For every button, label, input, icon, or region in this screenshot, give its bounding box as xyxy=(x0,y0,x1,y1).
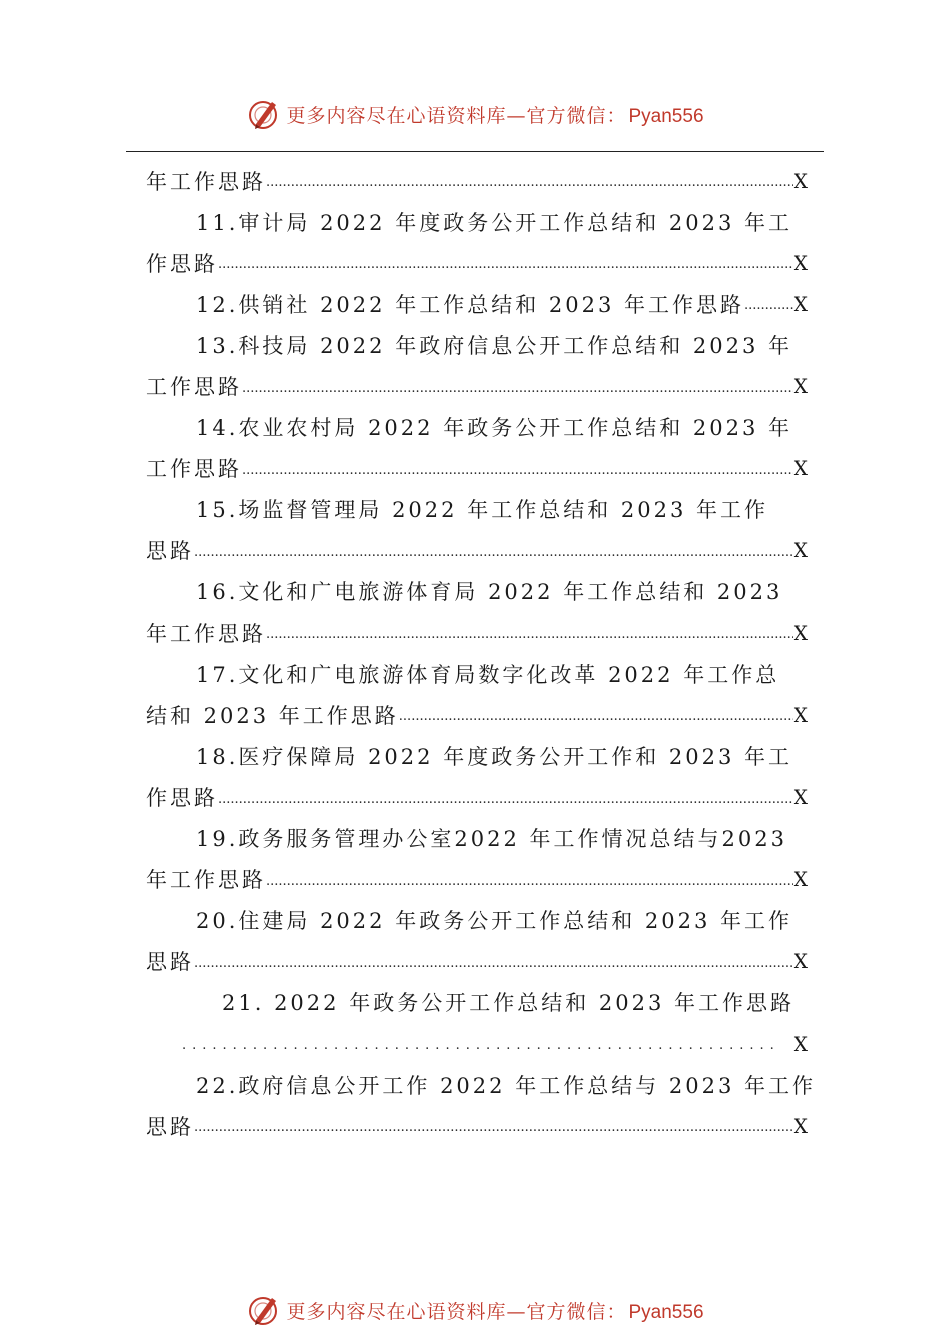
toc-entry-title[interactable] xyxy=(146,489,808,530)
toc-entry-title[interactable] xyxy=(146,571,808,612)
banner-wechat-handle: Pyan556 xyxy=(628,105,704,127)
toc-entry-text: 11.审计局 2022 年度政务公开工作总结和 2023 年工 xyxy=(196,210,792,235)
toc-entry-text: 工作思路 xyxy=(146,375,242,400)
dot-leader xyxy=(182,1038,779,1053)
toc-entry-text: 工作思路 xyxy=(146,457,242,482)
toc-page-ref: X xyxy=(793,702,808,727)
dot-leader xyxy=(266,627,793,642)
toc-entry-title[interactable] xyxy=(146,201,808,242)
toc-entry-title[interactable] xyxy=(146,283,808,324)
banner-title: 更多内容尽在心语资料库 xyxy=(286,1300,507,1323)
toc-line[interactable] xyxy=(146,242,808,283)
toc-entry-text: 思路 xyxy=(146,950,194,975)
dot-leader xyxy=(218,257,793,272)
banner-wechat-label: 官方微信： xyxy=(526,1300,627,1323)
toc-line[interactable] xyxy=(146,1105,808,1146)
dot-leader xyxy=(194,545,793,560)
dot-leader xyxy=(242,381,793,396)
toc-page-ref: X xyxy=(793,374,808,399)
dot-leader xyxy=(744,298,793,313)
toc-entry-text: 结和 2023 年工作思路 xyxy=(146,703,399,728)
toc-entry-title[interactable] xyxy=(146,735,808,776)
dot-leader xyxy=(266,175,793,190)
toc-line[interactable] xyxy=(146,612,808,653)
toc-entry-title[interactable] xyxy=(146,982,808,1023)
toc-entry-text: 思路 xyxy=(146,539,194,564)
banner-dash: — xyxy=(506,1300,527,1323)
dot-leader xyxy=(218,792,793,807)
toc-line[interactable] xyxy=(146,859,808,900)
banner-dash: — xyxy=(506,104,527,127)
toc-page-ref: X xyxy=(793,250,808,275)
toc-entry-text: 年工作思路 xyxy=(146,621,266,646)
toc-entry-title[interactable] xyxy=(146,818,808,859)
toc-line[interactable] xyxy=(146,941,808,982)
toc-entry-text: 19.政务服务管理办公室2022 年工作情况总结与2023 xyxy=(196,827,787,852)
toc-entry-title[interactable] xyxy=(146,324,808,365)
toc-page-ref: X xyxy=(793,291,808,316)
toc-page-ref: X xyxy=(793,867,808,892)
banner-wechat-label: 官方微信： xyxy=(526,104,627,127)
toc-line[interactable] xyxy=(146,530,808,571)
dot-leader xyxy=(194,1120,793,1135)
dot-leader xyxy=(399,709,793,724)
toc-page-ref: X xyxy=(793,168,808,193)
dot-leader xyxy=(266,874,793,889)
toc-entry-text: 年工作思路 xyxy=(146,868,266,893)
toc-line[interactable] xyxy=(146,448,808,489)
toc-entry-title[interactable] xyxy=(146,900,808,941)
toc-entry-title[interactable] xyxy=(146,407,808,448)
table-of-contents xyxy=(146,160,816,1146)
header-divider xyxy=(126,151,824,152)
toc-entry-text: 思路 xyxy=(146,1114,194,1139)
toc-page-ref: X xyxy=(793,1031,808,1056)
toc-line[interactable] xyxy=(146,776,808,817)
banner-wechat-handle: Pyan556 xyxy=(628,1301,704,1323)
toc-entry-text: 12.供销社 2022 年工作总结和 2023 年工作思路 xyxy=(196,292,744,317)
banner-title: 更多内容尽在心语资料库 xyxy=(286,104,507,127)
footer-banner xyxy=(0,1290,950,1330)
toc-entry-text: 22.政府信息公开工作 2022 年工作总结与 2023 年工作 xyxy=(196,1073,816,1098)
toc-line[interactable] xyxy=(146,365,808,406)
toc-entry-text: 15.场监督管理局 2022 年工作总结和 2023 年工作 xyxy=(196,498,768,523)
toc-entry-text: 14.农业农村局 2022 年政务公开工作总结和 2023 年 xyxy=(196,416,792,441)
toc-entry-text: 作思路 xyxy=(146,251,218,276)
toc-entry-text: 年工作思路 xyxy=(146,169,266,194)
dot-leader xyxy=(194,956,793,971)
toc-entry-title[interactable] xyxy=(146,1064,816,1105)
toc-entry-text: 16.文化和广电旅游体育局 2022 年工作总结和 2023 xyxy=(196,580,783,605)
toc-page-ref: X xyxy=(793,456,808,481)
toc-entry-text: 21. 2022 年政务公开工作总结和 2023 年工作思路 xyxy=(222,991,794,1016)
toc-page-ref: X xyxy=(793,620,808,645)
header-banner xyxy=(0,94,950,134)
toc-page-ref: X xyxy=(793,949,808,974)
toc-line[interactable] xyxy=(146,1023,808,1064)
toc-entry-text: 18.医疗保障局 2022 年度政务公开工作和 2023 年工 xyxy=(196,744,792,769)
toc-page-ref: X xyxy=(793,538,808,563)
pen-logo-icon xyxy=(246,1292,282,1328)
dot-leader xyxy=(242,463,793,478)
pen-logo-icon xyxy=(246,96,282,132)
toc-page-ref: X xyxy=(793,784,808,809)
toc-page-ref: X xyxy=(793,1113,808,1138)
toc-line[interactable] xyxy=(146,694,808,735)
toc-line[interactable] xyxy=(146,160,808,201)
toc-entry-text: 17.文化和广电旅游体育局数字化改革 2022 年工作总 xyxy=(196,662,780,687)
toc-entry-text: 20.住建局 2022 年政务公开工作总结和 2023 年工作 xyxy=(196,909,792,934)
toc-entry-title[interactable] xyxy=(146,653,808,694)
toc-entry-text: 作思路 xyxy=(146,785,218,810)
toc-entry-text: 13.科技局 2022 年政府信息公开工作总结和 2023 年 xyxy=(196,333,792,358)
